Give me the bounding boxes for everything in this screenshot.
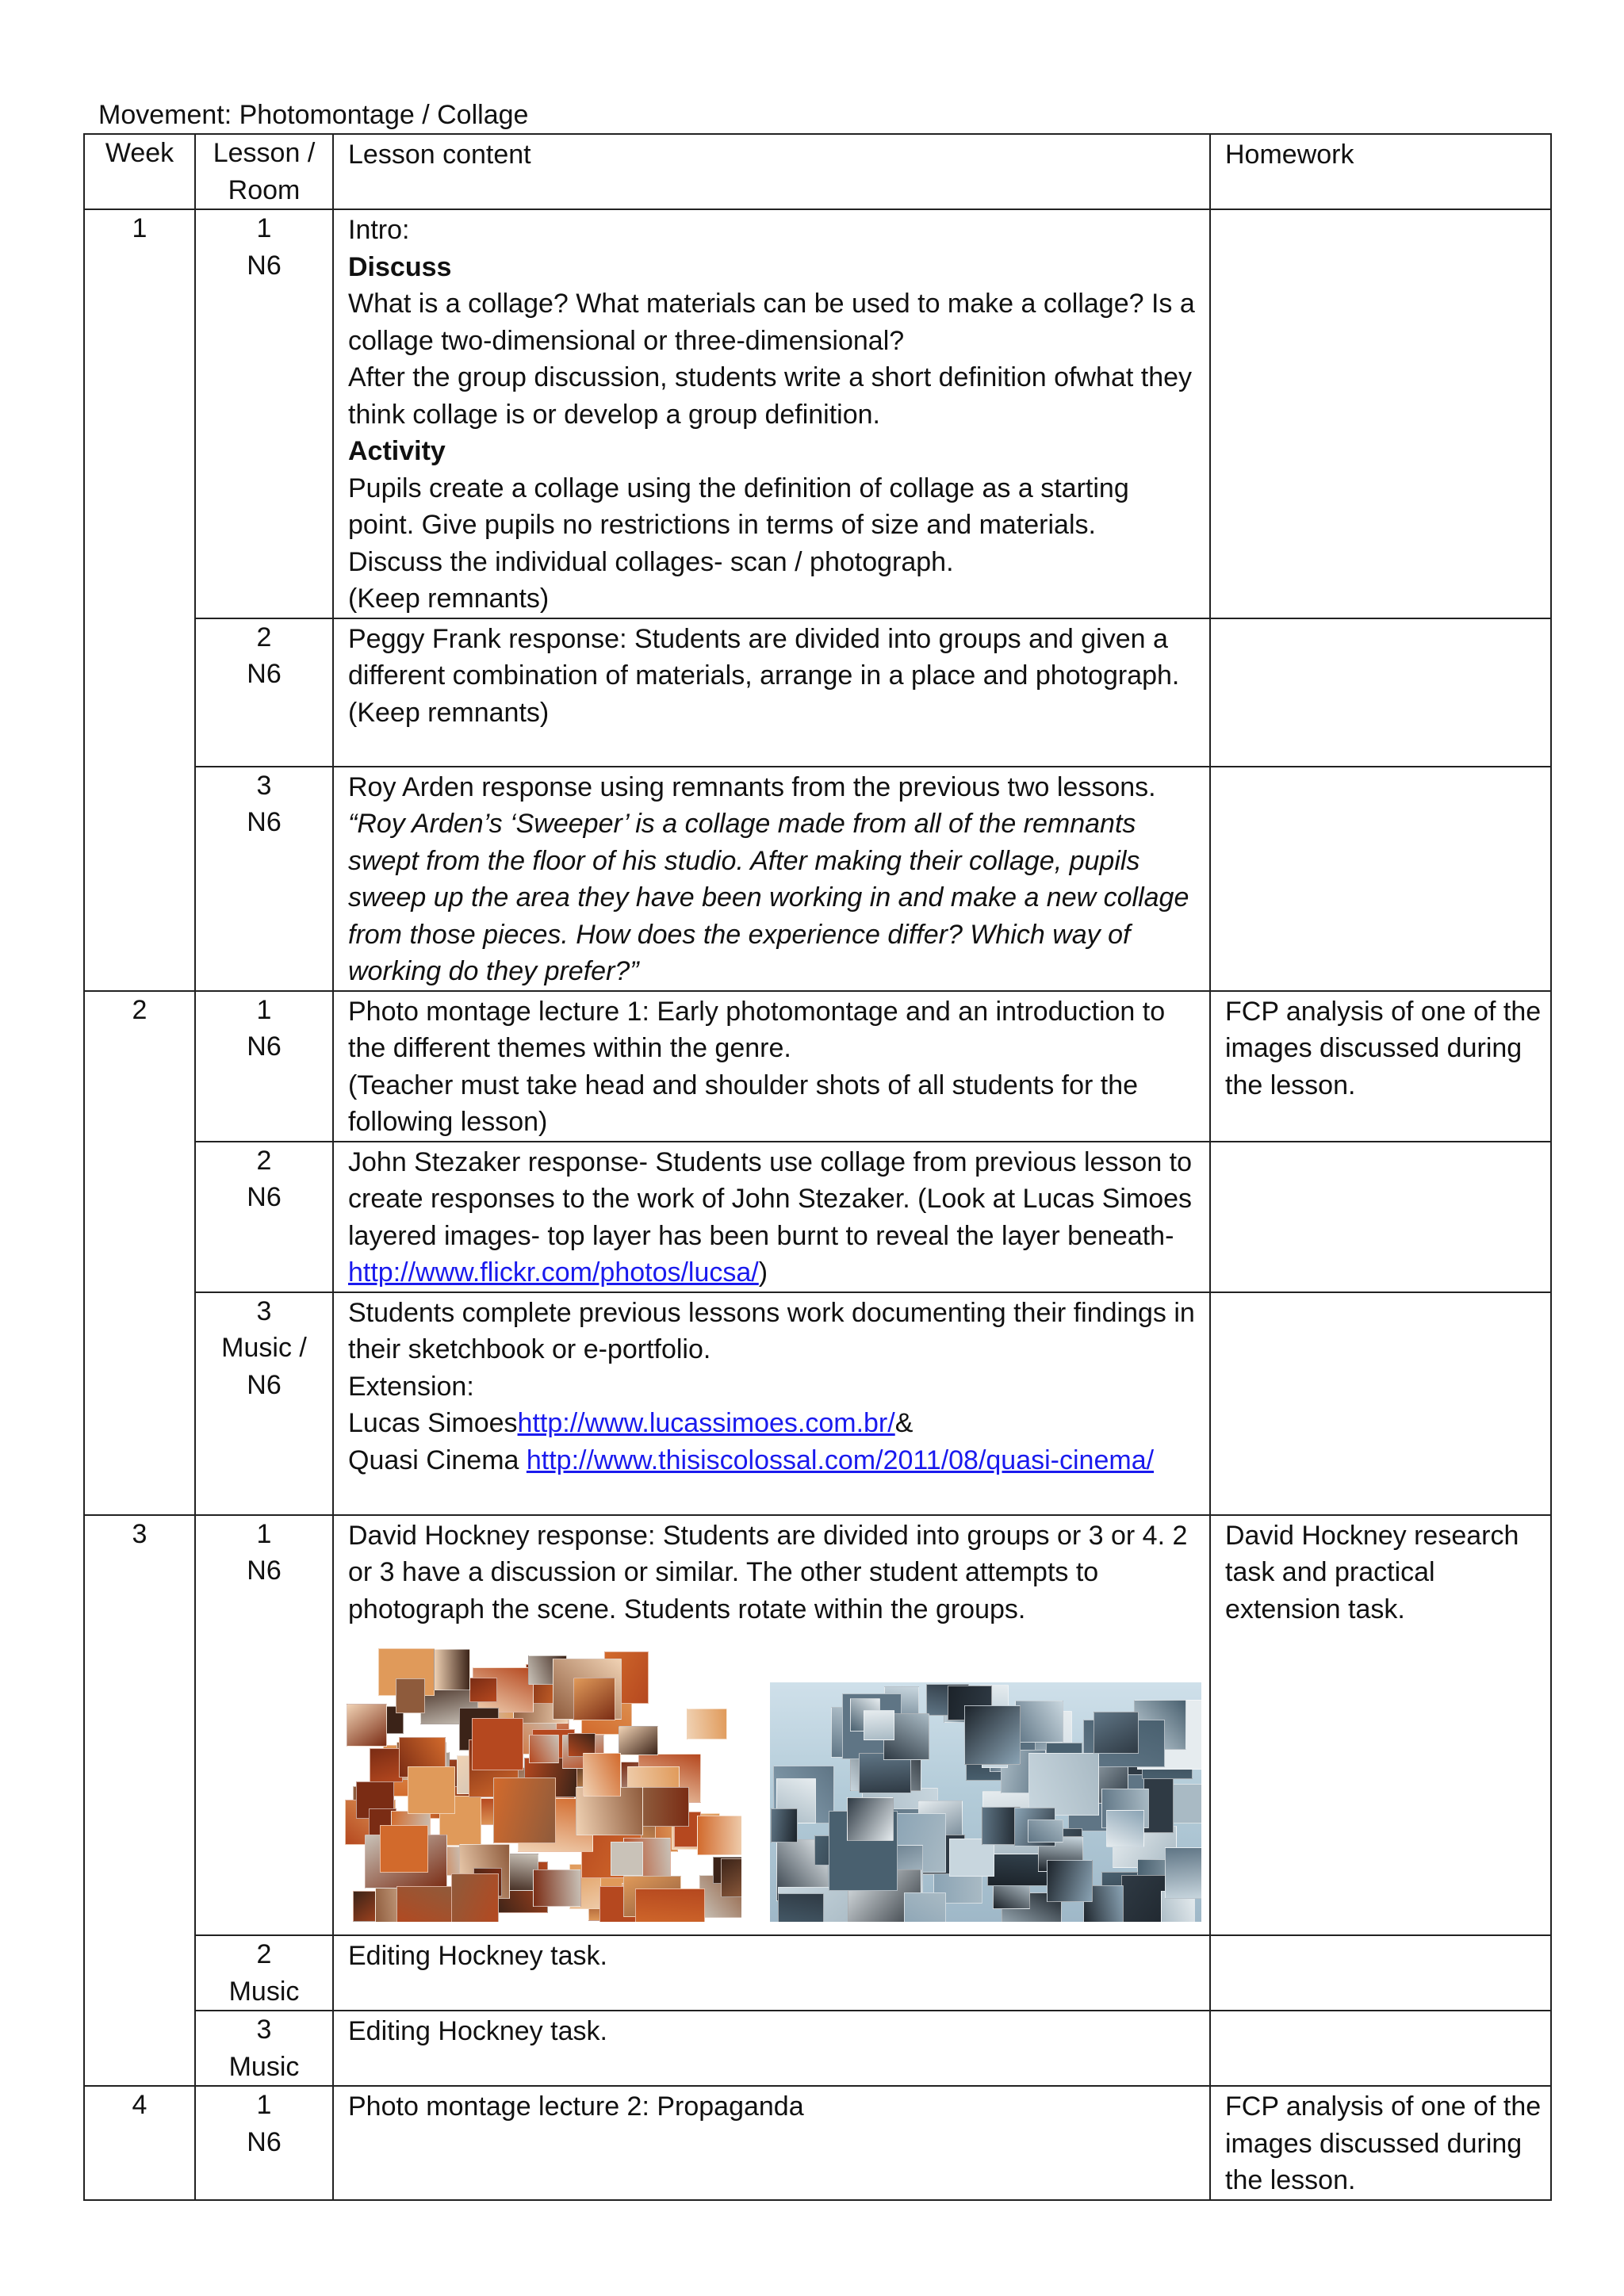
collage-photo-tile [408,1766,455,1814]
collage-photo-tile [642,1787,689,1827]
lesson-cell: 2 N6 [195,618,333,767]
table-row [84,1142,1551,1292]
activity-heading: Activity [348,436,446,466]
table-row [84,991,1551,1142]
homework-cell: FCP analysis of one of the images discussed during the lesson. [1210,991,1551,1142]
homework-cell [1210,1935,1551,2011]
lucas-simoes-link[interactable]: http://www.lucassimoes.com.br/ [517,1408,895,1438]
table-row [84,618,1551,767]
homework-cell [1210,2011,1551,2086]
collage-photo-tile [370,1748,403,1783]
hockney-images [345,1648,1201,1922]
collage-photo-tile [619,1726,658,1755]
header-row [84,134,1551,209]
lesson-content-cell: Editing Hockney task. [333,2011,1210,2086]
homework-cell: David Hockney research task and practical extension task. [1210,1515,1551,1936]
lesson-cell: 3 Music / N6 [195,1292,333,1515]
lesson-cell: 1 N6 [195,991,333,1142]
lesson-plan-table [83,133,1552,2201]
collage-photo-tile [493,1777,556,1843]
collage-photo-tile [847,1797,893,1841]
table-row [84,209,1551,618]
collage-photo-tile [380,1825,428,1873]
week-cell: 2 [84,991,195,1515]
table-row [84,767,1551,991]
collage-photo-tile [434,1649,470,1689]
week-cell: 3 [84,1515,195,2087]
collage-photo-tile [1106,1810,1145,1848]
hockney-collage-image-2 [770,1682,1201,1922]
lesson-content-cell: John Stezaker response- Students use collage from previous lesson to create responses to the work of John Stezaker. (Look at Lucas Simoes layered images- top layer has been burnt to reveal the layer beneath- http://www.flickr.com/photos/lucsa/) [333,1142,1210,1292]
homework-cell [1210,1142,1551,1292]
collage-photo-tile [396,1678,425,1713]
quasi-cinema-link[interactable]: http://www.thisiscolossal.com/2011/08/quasi-cinema/ [526,1445,1155,1475]
discuss-heading: Discuss [348,251,452,282]
lesson-cell: 2 Music [195,1935,333,2011]
lesson-cell: 3 Music [195,2011,333,2086]
homework-cell: FCP analysis of one of the images discussed during the lesson. [1210,2086,1551,2200]
flickr-link[interactable]: http://www.flickr.com/photos/lucsa/ [348,1257,759,1288]
collage-photo-tile [1094,1712,1139,1754]
collage-photo-tile [771,1808,798,1843]
collage-photo-tile [472,1718,523,1770]
hockney-collage-image-1 [345,1648,741,1922]
collage-photo-tile [347,1704,387,1747]
lesson-content-cell: Students complete previous lessons work documenting their findings in their sketchbook or e-portfolio. Extension: Lucas Simoeshttp://www.lucassimoes.com.br/& Quasi Cinema http://www.thisiscolossal.com/2011/08/quasi-cinema/ [333,1292,1210,1515]
table-row [84,2086,1551,2200]
week-cell: 4 [84,2086,195,2200]
header-homework: Homework [1210,134,1551,209]
collage-photo-tile [697,1816,741,1855]
collage-photo-tile [964,1705,1021,1765]
table-row [84,1292,1551,1515]
header-week: Week [84,134,195,209]
lesson-content-cell: Roy Arden response using remnants from the previous two lessons. “Roy Arden’s ‘Sweeper’ is a collage made from all of the remnants swept from the floor of his studio. After making their collage, pupils sweep up the area they have been working in and make a new collage from those pieces. How does the experience differ? Which way of working do they prefer?” [333,767,1210,991]
table-row [84,2011,1551,2086]
collage-photo-tile [611,1842,642,1876]
homework-cell [1210,209,1551,618]
lesson-cell: 1 N6 [195,1515,333,1936]
page-title: Movement: Photomontage / Collage [98,100,529,130]
sweeper-quote: “Roy Arden’s ‘Sweeper’ is a collage made from all of the remnants swept from the floor of his studio. After making their collage, pupils sweep up the area they have been working in and make a new collage from those pieces. How does the experience differ? Which way of working do they prefer?” [348,809,1189,986]
table-row [84,1935,1551,2011]
collage-photo-tile [864,1710,894,1740]
lesson-cell: 1 N6 [195,2086,333,2200]
collage-photo-tile [1028,1820,1063,1843]
collage-photo-tile [687,1709,727,1739]
collage-photo-tile [583,1753,621,1797]
header-lesson-room: Lesson / Room [195,134,333,209]
collage-photo-tile [451,1873,498,1922]
lesson-content-cell: Editing Hockney task. [333,1935,1210,2011]
collage-photo-tile [529,1735,559,1763]
lesson-content-cell: Peggy Frank response: Students are divided into groups and given a different combination of materials, arrange in a place and photograph. (Keep remnants) [333,618,1210,767]
homework-cell [1210,767,1551,991]
week-cell: 1 [84,209,195,991]
collage-photo-tile [1015,1701,1063,1743]
lesson-content-cell: Photo montage lecture 1: Early photomontage and an introduction to the different themes within the genre. (Teacher must take head and shoulder shots of all students for the following lesson) [333,991,1210,1142]
lesson-cell: 2 N6 [195,1142,333,1292]
collage-photo-tile [721,1858,741,1897]
collage-photo-tile [1047,1860,1093,1902]
lesson-content-cell: Photo montage lecture 2: Propaganda [333,2086,1210,2200]
header-lesson-content: Lesson content [333,134,1210,209]
lesson-content-cell: Intro: Discuss What is a collage? What materials can be used to make a collage? Is a collage two-dimensional or three-dimensional? After the group discussion, students write a short definition ofwhat they think collage is or develop a group definition. Activity Pupils create a collage using the definition of collage as a starting point. Give pupils no restrictions in terms of size and materials. Discuss the individual collages- scan / photograph. (Keep remnants) [333,209,1210,618]
lesson-cell: 3 N6 [195,767,333,991]
collage-photo-tile [1165,1847,1201,1899]
collage-photo-tile [573,1678,616,1720]
collage-photo-tile [778,1893,824,1922]
homework-cell [1210,1292,1551,1515]
table-row [84,1515,1551,1936]
lesson-content-cell: David Hockney response: Students are divided into groups or 3 or 4. 2 or 3 have a discussion or similar. The other student attempts to photograph the scene. Students rotate within the groups. [333,1515,1210,1936]
collage-photo-tile [469,1678,497,1702]
collage-photo-tile [904,1892,946,1922]
collage-photo-tile [635,1888,705,1922]
collage-photo-tile [533,1869,580,1907]
lesson-cell: 1 N6 [195,209,333,618]
collage-photo-tile [1028,1753,1099,1816]
homework-cell [1210,618,1551,767]
